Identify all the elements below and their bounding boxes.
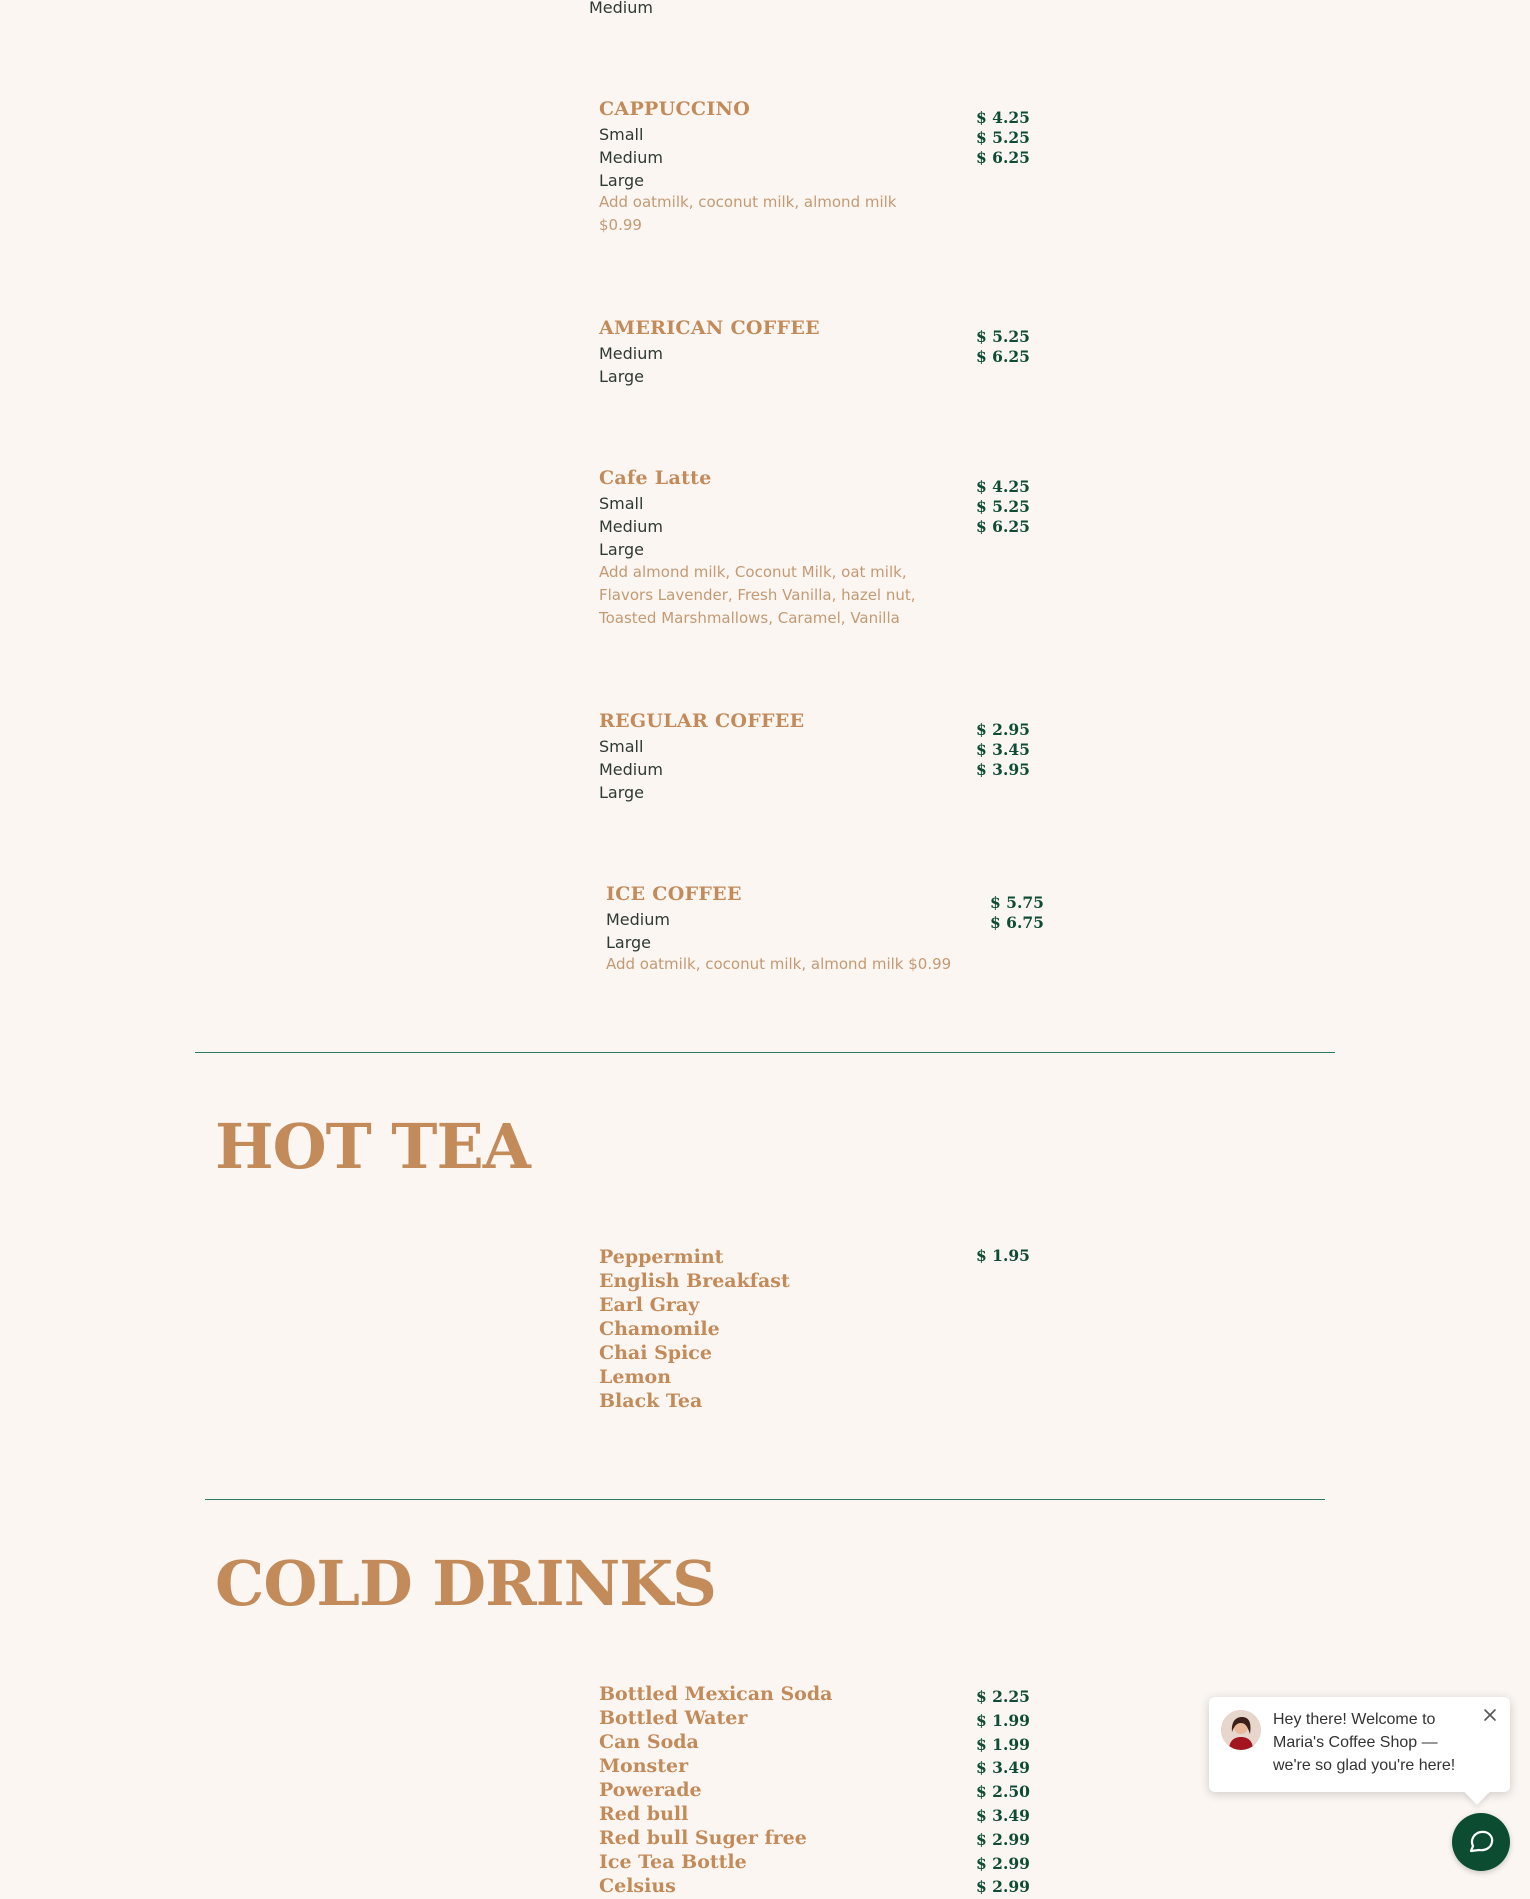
list-item: Bottled Water [599, 1707, 748, 1729]
item-name: ICE COFFEE [606, 883, 742, 905]
note-line: Add oatmilk, coconut milk, almond milk [599, 193, 897, 211]
cold-drinks-list [599, 1682, 832, 1898]
price: $ 2.99 [976, 1877, 1030, 1897]
cold-drinks-prices [976, 1685, 1030, 1899]
price: $ 1.99 [976, 1734, 1030, 1754]
price-small: $ 4.25 [976, 108, 1030, 127]
size-list [606, 908, 670, 954]
list-item: Lemon [599, 1366, 672, 1388]
price-small: $ 2.95 [976, 720, 1030, 739]
price: $ 2.99 [976, 1829, 1030, 1849]
price-list [976, 477, 1030, 537]
section-title-cold-drinks: COLD DRINKS [215, 1547, 716, 1620]
chat-icon [1452, 1813, 1510, 1871]
price: $ 3.49 [976, 1805, 1030, 1825]
hot-tea-price: $ 1.95 [976, 1246, 1030, 1265]
price-small: $ 4.25 [976, 477, 1030, 496]
price: $ 2.25 [976, 1687, 1030, 1706]
size-medium: Medium [599, 148, 663, 167]
price-large: $ 6.25 [976, 347, 1030, 366]
price-large: $ 6.25 [976, 148, 1030, 167]
section-title-hot-tea: HOT TEA [215, 1110, 530, 1183]
person-avatar-icon [1221, 1710, 1261, 1750]
size-large: Large [599, 367, 645, 386]
hot-tea-list [599, 1245, 790, 1413]
size-small: Small [599, 494, 644, 513]
size-large: Large [606, 933, 652, 952]
note-line: Add oatmilk, coconut milk, almond milk $0.99 [606, 955, 952, 973]
size-list [599, 342, 663, 388]
price-list [976, 327, 1030, 367]
item-name: REGULAR COFFEE [599, 710, 805, 732]
price-medium: $ 5.25 [976, 327, 1030, 346]
close-icon[interactable] [1482, 1707, 1498, 1723]
section-divider [205, 1499, 1325, 1500]
size-large: Large [599, 540, 645, 559]
size-medium: Medium [599, 344, 663, 363]
size-small: Small [599, 125, 644, 144]
note-line: Flavors Lavender, Fresh Vanilla, hazel nut, [599, 586, 916, 604]
list-item: Black Tea [599, 1390, 703, 1412]
list-item: Red bull Suger free [599, 1827, 807, 1849]
list-item: English Breakfast [599, 1270, 790, 1292]
note-line: Toasted Marshmallows, Caramel, Vanilla [599, 609, 900, 627]
size-medium: Medium [606, 910, 670, 929]
section-divider [195, 1052, 1335, 1053]
list-item: Powerade [599, 1779, 702, 1801]
size-list [599, 735, 663, 804]
price-large: $ 6.25 [976, 517, 1030, 536]
price-list [976, 108, 1030, 168]
size-large: Large [599, 171, 645, 190]
price: $ 3.49 [976, 1758, 1030, 1778]
price-list [990, 893, 1044, 933]
size-small: Small [599, 737, 644, 756]
list-item: Ice Tea Bottle [599, 1851, 747, 1873]
price-large: $ 3.95 [976, 760, 1030, 779]
size-list [599, 492, 663, 561]
item-name: Cafe Latte [599, 467, 712, 489]
list-item: Chamomile [599, 1318, 720, 1340]
chat-launcher-button[interactable] [1452, 1813, 1510, 1871]
price-medium: $ 5.25 [976, 128, 1030, 147]
list-item: Can Soda [599, 1731, 699, 1753]
list-item: Bottled Mexican Soda [599, 1683, 833, 1705]
chat-greeting-popup[interactable] [1209, 1697, 1510, 1792]
list-item: Celsius [599, 1875, 676, 1897]
size-list [599, 123, 663, 192]
list-item: Peppermint [599, 1246, 724, 1268]
chat-message: Hey there! Welcome to Maria's Coffee Shop — we're so glad you're here! [1273, 1711, 1456, 1774]
size-large: Large [599, 783, 645, 802]
item-note [606, 953, 951, 976]
size-medium: Medium [599, 760, 663, 779]
size-medium: Medium [599, 517, 663, 536]
price: $ 1.99 [976, 1710, 1030, 1730]
note-line: Add almond milk, Coconut Milk, oat milk, [599, 563, 907, 581]
item-note [599, 191, 897, 237]
list-item: Earl Gray [599, 1294, 700, 1316]
price-medium: $ 5.75 [990, 893, 1044, 912]
avatar [1221, 1710, 1261, 1750]
item-note [599, 561, 916, 630]
list-item: Monster [599, 1755, 689, 1777]
note-line: $0.99 [599, 216, 642, 234]
price-list [976, 720, 1030, 780]
price-large: $ 6.75 [990, 913, 1044, 932]
price-medium: $ 5.25 [976, 497, 1030, 516]
item-name: CAPPUCCINO [599, 98, 751, 120]
list-item: Chai Spice [599, 1342, 712, 1364]
item-name: AMERICAN COFFEE [599, 317, 820, 339]
list-item: Red bull [599, 1803, 689, 1825]
espresso-size-medium: Medium [589, 0, 653, 17]
price: $ 2.50 [976, 1782, 1030, 1802]
price-medium: $ 3.45 [976, 740, 1030, 759]
price: $ 2.99 [976, 1853, 1030, 1873]
